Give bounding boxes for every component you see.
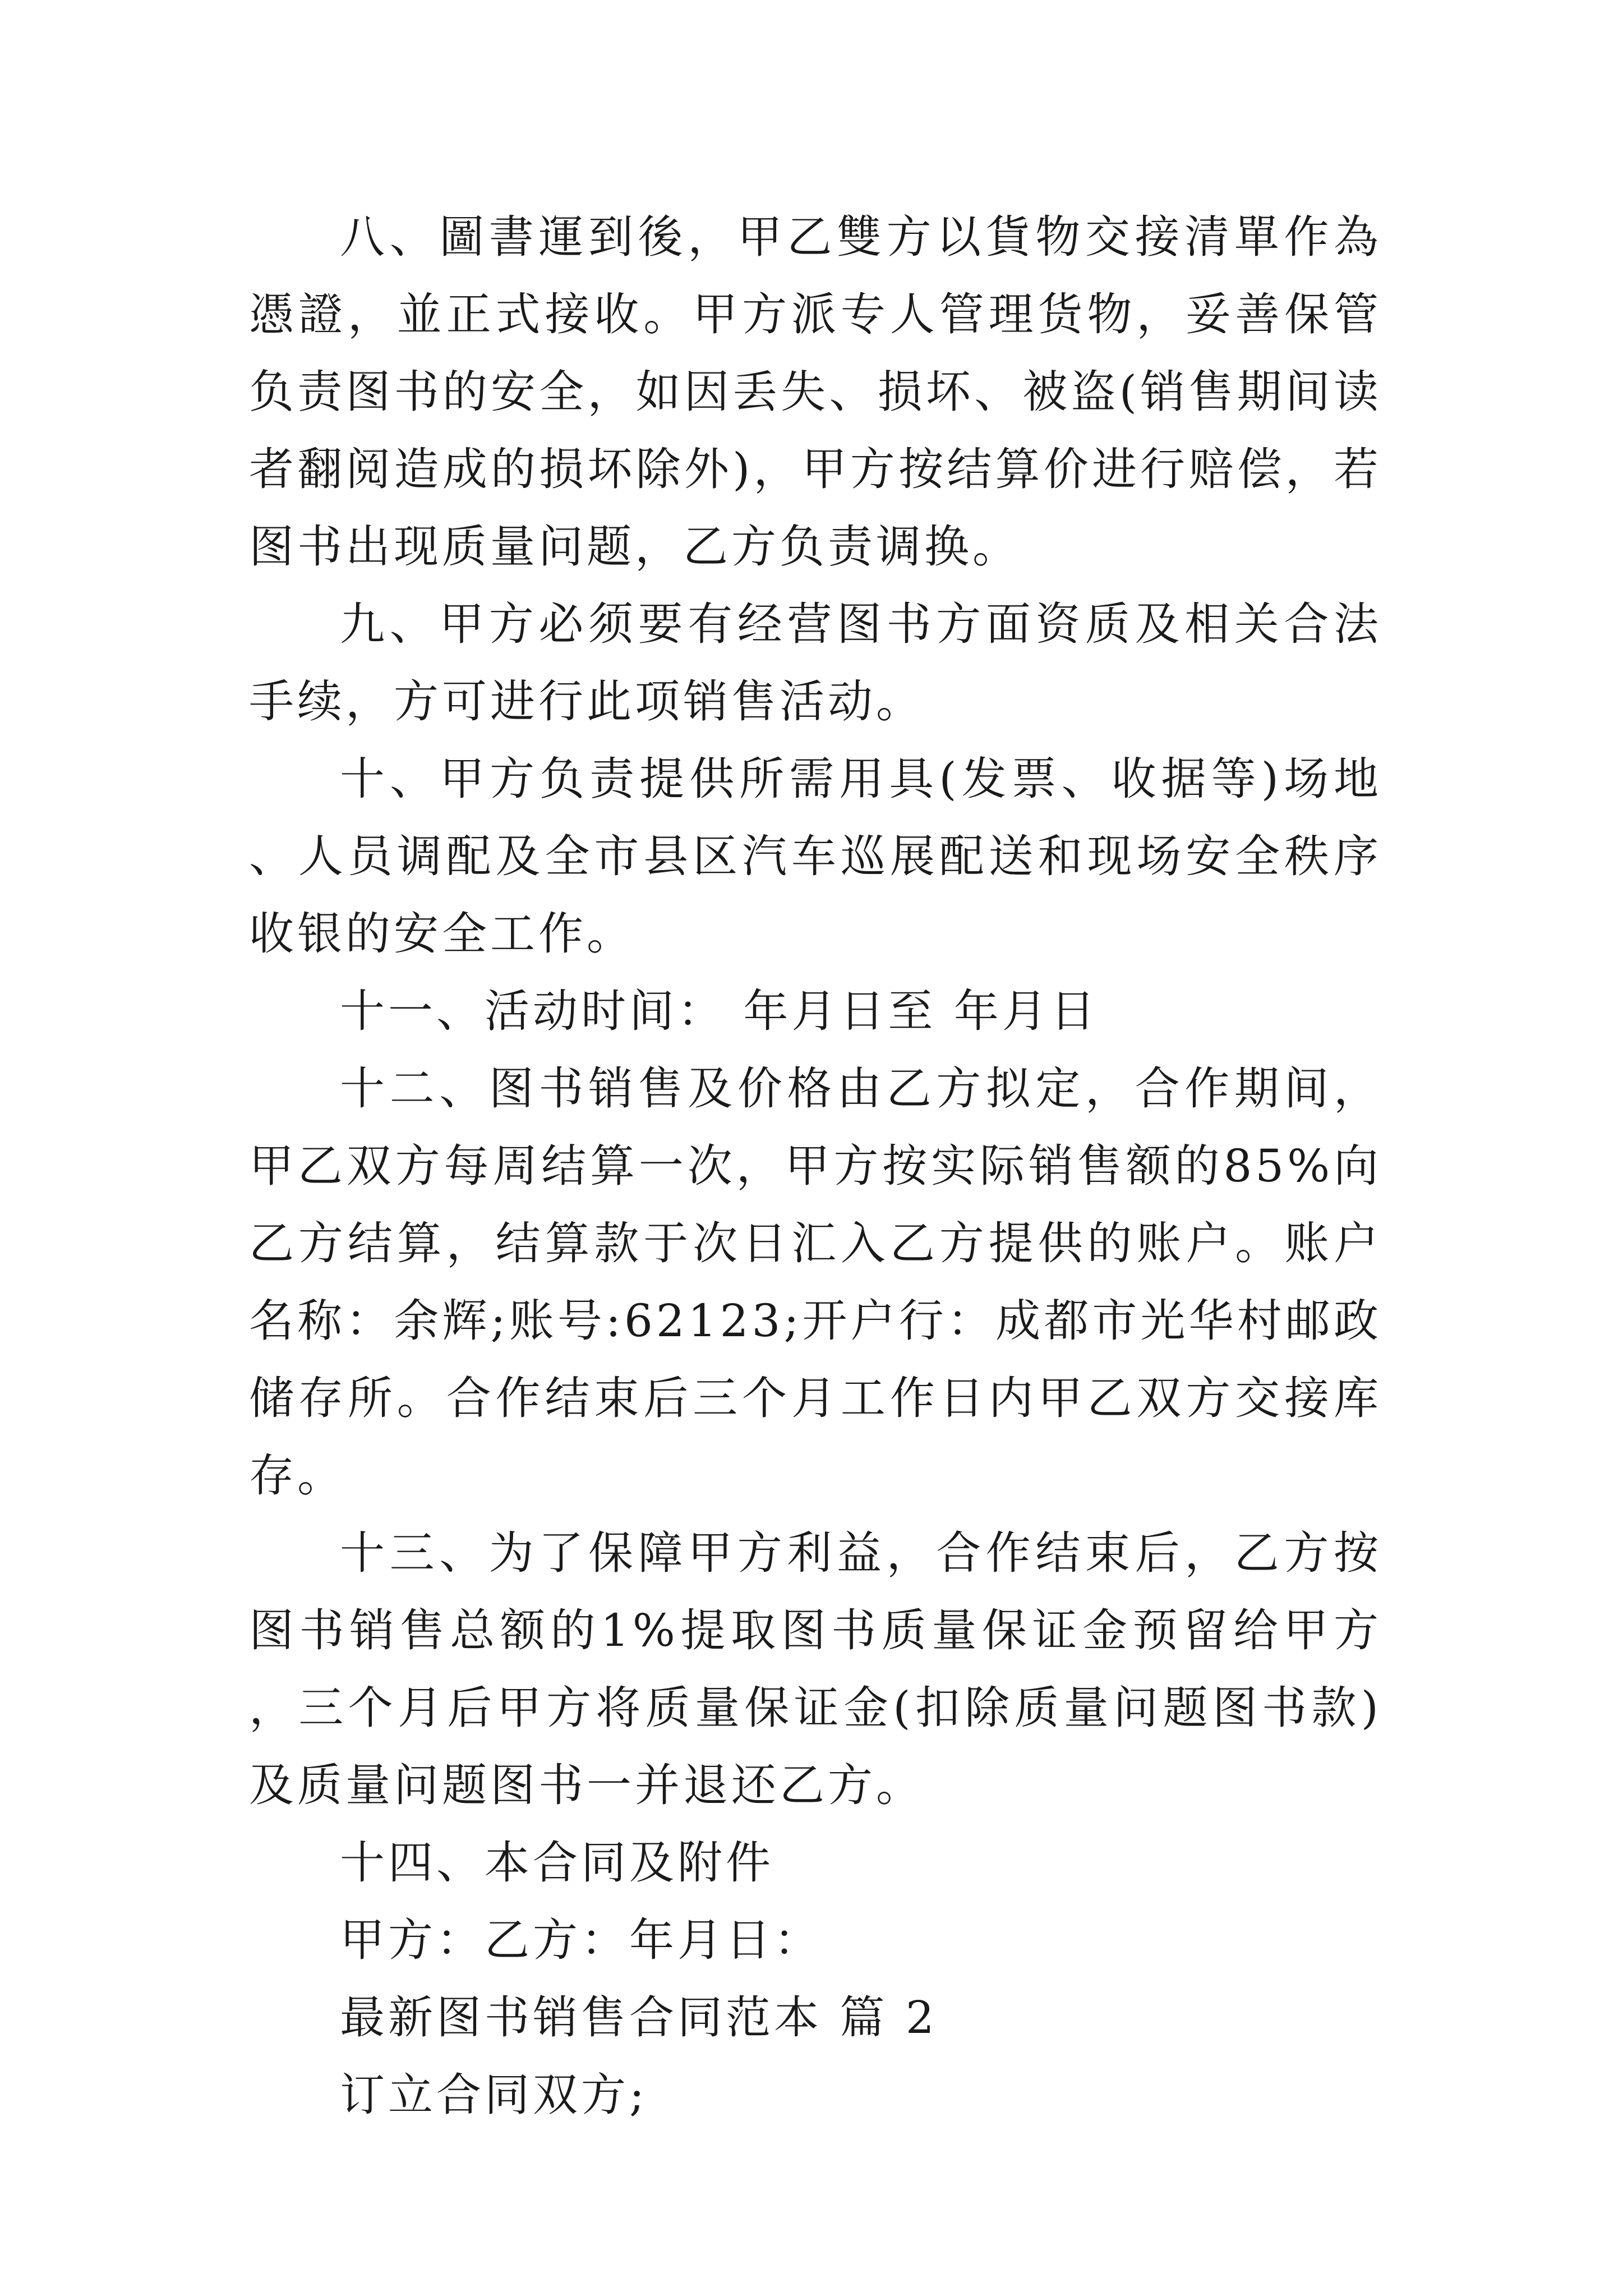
clause-14-line: 十四、本合同及附件 <box>340 1837 774 1889</box>
clause-10-paragraph: 十、甲方负责提供所需用具(发票、收据等)场地、人员调配及全市县区汽车巡展配送和现场安全秩序收银的安全工作。 <box>249 753 1382 960</box>
section-title: 最新图书销售合同范本 篇 2 <box>340 1991 938 2044</box>
parties-line: 订立合同双方; <box>340 2069 648 2121</box>
clause-12-paragraph: 十二、图书销售及价格由乙方拟定，合作期间，甲乙双方每周结算一次，甲方按实际销售额的85%向乙方结算，结算款于次日汇入乙方提供的账户。账户名称：余辉;账号:62123;开户行：成都市光华村邮政储存所。合作结束后三个月工作日内甲乙双方交接库存。 <box>249 1062 1382 1502</box>
clause-8-paragraph: 八、圖書運到後，甲乙雙方以貨物交接清單作為憑證，並正式接收。甲方派专人管理货物，妥善保管负责图书的安全，如因丢失、损坏、被盗(销售期间读者翻阅造成的损坏除外)，甲方按结算价进行赔偿，若图书出现质量问题，乙方负责调换。 <box>249 211 1382 573</box>
signature-line: 甲方：乙方：年月日： <box>340 1914 822 1966</box>
clause-11-activity-time: 十一、活动时间： 年月日至 年月日 <box>340 985 1099 1037</box>
clause-9-paragraph: 九、甲方必须要有经营图书方面资质及相关合法手续，方可进行此项销售活动。 <box>249 598 1382 728</box>
clause-13-paragraph: 十三、为了保障甲方利益，合作结束后，乙方按图书销售总额的1%提取图书质量保证金预留给甲方，三个月后甲方将质量保证金(扣除质量问题图书款)及质量问题图书一并退还乙方。 <box>249 1527 1382 1811</box>
document-body <box>249 199 1382 2134</box>
